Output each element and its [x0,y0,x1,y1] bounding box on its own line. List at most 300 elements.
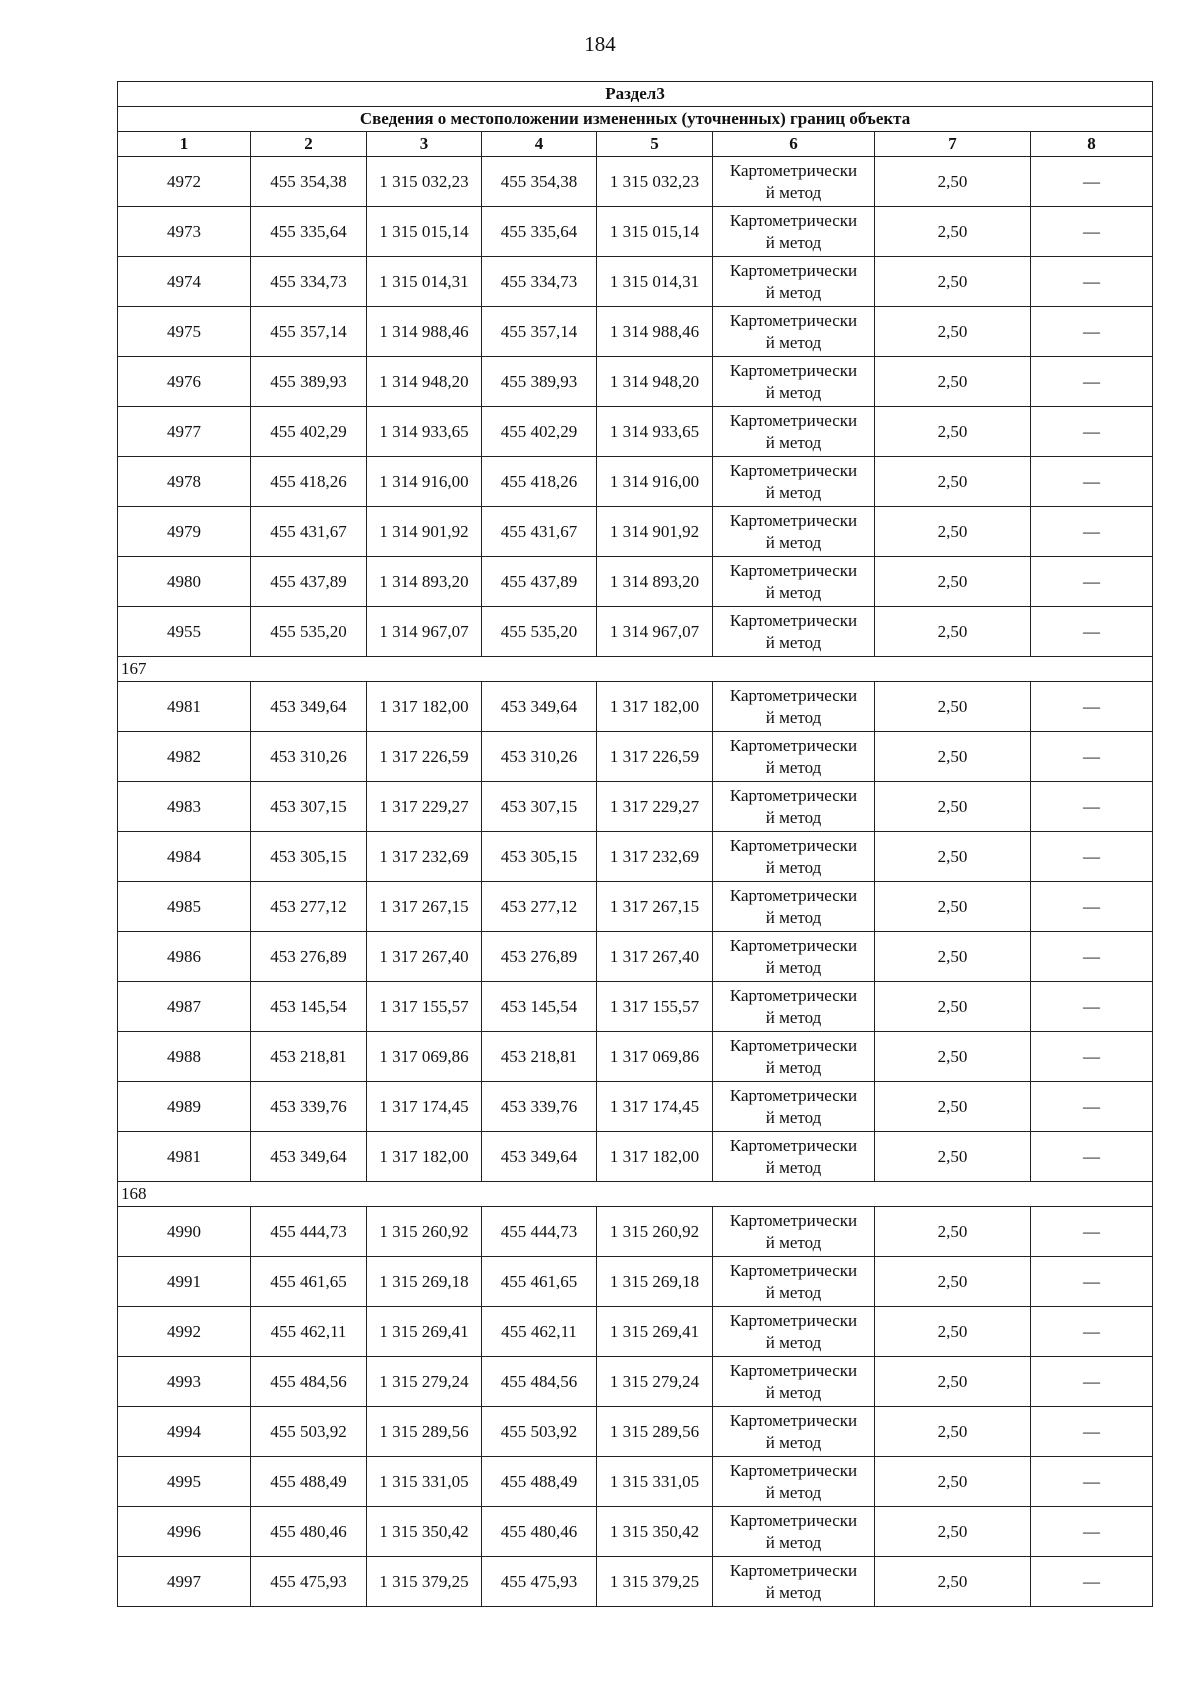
new-y-cell: 1 315 260,92 [597,1207,713,1257]
method-cell [713,207,875,257]
table-row [118,1407,1153,1457]
accuracy-cell: 2,50 [875,407,1031,457]
new-x-cell: 455 535,20 [482,607,597,657]
old-y-cell: 1 317 069,86 [367,1032,482,1082]
column-number: 5 [597,132,713,157]
method-line: Картометрически [729,1360,858,1380]
description-cell: — [1031,607,1153,657]
method-line: Картометрически [729,1510,858,1530]
description-cell: — [1031,1507,1153,1557]
method-cell [713,1357,875,1407]
method-line: Картометрически [729,935,858,955]
new-y-cell: 1 314 893,20 [597,557,713,607]
old-x-cell: 453 349,64 [251,1132,367,1182]
description-cell: — [1031,557,1153,607]
new-x-cell: 455 480,46 [482,1507,597,1557]
method-line: Картометрически [729,310,858,330]
description-cell: — [1031,882,1153,932]
new-y-cell: 1 315 269,41 [597,1307,713,1357]
old-x-cell: 455 488,49 [251,1457,367,1507]
accuracy-cell: 2,50 [875,257,1031,307]
description-cell: — [1031,1557,1153,1607]
old-y-cell: 1 315 350,42 [367,1507,482,1557]
method-cell [713,1207,875,1257]
old-y-cell: 1 315 289,56 [367,1407,482,1457]
new-x-cell: 453 277,12 [482,882,597,932]
accuracy-cell: 2,50 [875,607,1031,657]
table-row [118,357,1153,407]
point-number-cell: 4990 [118,1207,251,1257]
new-y-cell: 1 317 182,00 [597,1132,713,1182]
point-number-cell: 4997 [118,1557,251,1607]
old-x-cell: 453 307,15 [251,782,367,832]
new-x-cell: 455 444,73 [482,1207,597,1257]
new-y-cell: 1 315 269,18 [597,1257,713,1307]
old-y-cell: 1 315 331,05 [367,1457,482,1507]
section-heading-row [118,82,1153,107]
method-cell [713,1557,875,1607]
method-line: Картометрически [729,210,858,230]
new-y-cell: 1 315 014,31 [597,257,713,307]
accuracy-cell: 2,50 [875,932,1031,982]
table-row [118,407,1153,457]
method-cell [713,1407,875,1457]
method-line: Картометрически [729,1035,858,1055]
accuracy-cell: 2,50 [875,732,1031,782]
method-cell [713,1307,875,1357]
description-cell: — [1031,982,1153,1032]
accuracy-cell: 2,50 [875,1307,1031,1357]
new-y-cell: 1 317 267,40 [597,932,713,982]
accuracy-cell: 2,50 [875,1557,1031,1607]
old-y-cell: 1 315 015,14 [367,207,482,257]
new-y-cell: 1 317 232,69 [597,832,713,882]
method-line: й метод [765,532,822,552]
new-x-cell: 455 503,92 [482,1407,597,1457]
old-x-cell: 453 339,76 [251,1082,367,1132]
method-line: Картометрически [729,985,858,1005]
description-cell: — [1031,1357,1153,1407]
old-x-cell: 453 305,15 [251,832,367,882]
accuracy-cell: 2,50 [875,1082,1031,1132]
point-number-cell: 4981 [118,1132,251,1182]
old-y-cell: 1 317 232,69 [367,832,482,882]
method-cell [713,507,875,557]
method-line: Картометрически [729,785,858,805]
old-y-cell: 1 315 260,92 [367,1207,482,1257]
old-x-cell: 455 484,56 [251,1357,367,1407]
page-number: 184 [584,32,616,56]
point-number-cell: 4972 [118,157,251,207]
new-x-cell: 455 462,11 [482,1307,597,1357]
point-number-cell: 4976 [118,357,251,407]
old-y-cell: 1 317 182,00 [367,1132,482,1182]
method-line: Картометрически [729,360,858,380]
new-x-cell: 453 305,15 [482,832,597,882]
method-line: й метод [765,807,822,827]
table-row [118,157,1153,207]
old-x-cell: 455 431,67 [251,507,367,557]
description-cell: — [1031,457,1153,507]
group-row [118,657,1153,682]
table-row [118,1207,1153,1257]
method-line: й метод [765,1007,822,1027]
column-number: 4 [482,132,597,157]
method-line: Картометрически [729,1135,858,1155]
description-cell: — [1031,1257,1153,1307]
new-y-cell: 1 317 226,59 [597,732,713,782]
new-x-cell: 453 145,54 [482,982,597,1032]
column-number: 3 [367,132,482,157]
new-x-cell: 453 349,64 [482,1132,597,1182]
method-line: й метод [765,957,822,977]
method-cell [713,1082,875,1132]
accuracy-cell: 2,50 [875,1132,1031,1182]
method-line: й метод [765,332,822,352]
group-label: 168 [118,1182,1153,1207]
method-line: й метод [765,1157,822,1177]
description-cell: — [1031,1207,1153,1257]
method-cell [713,982,875,1032]
new-y-cell: 1 317 267,15 [597,882,713,932]
new-x-cell: 453 307,15 [482,782,597,832]
accuracy-cell: 2,50 [875,682,1031,732]
new-x-cell: 455 437,89 [482,557,597,607]
new-x-cell: 455 334,73 [482,257,597,307]
table-row [118,732,1153,782]
point-number-cell: 4974 [118,257,251,307]
old-y-cell: 1 314 916,00 [367,457,482,507]
new-y-cell: 1 314 933,65 [597,407,713,457]
point-number-cell: 4984 [118,832,251,882]
accuracy-cell: 2,50 [875,457,1031,507]
method-cell [713,557,875,607]
method-line: Картометрически [729,260,858,280]
new-x-cell: 455 431,67 [482,507,597,557]
table-row [118,307,1153,357]
accuracy-cell: 2,50 [875,782,1031,832]
method-cell [713,357,875,407]
table-row [118,507,1153,557]
method-line: Картометрически [729,1085,858,1105]
table-row [118,932,1153,982]
old-x-cell: 453 349,64 [251,682,367,732]
new-y-cell: 1 315 379,25 [597,1557,713,1607]
new-x-cell: 453 218,81 [482,1032,597,1082]
table-row [118,207,1153,257]
description-cell: — [1031,832,1153,882]
table-title: Сведения о местоположении измененных (уточненных) границ объекта [118,107,1153,132]
new-y-cell: 1 314 967,07 [597,607,713,657]
method-line: Картометрически [729,885,858,905]
method-line: Картометрически [729,610,858,630]
old-y-cell: 1 314 948,20 [367,357,482,407]
old-x-cell: 455 389,93 [251,357,367,407]
old-y-cell: 1 315 269,18 [367,1257,482,1307]
old-x-cell: 455 357,14 [251,307,367,357]
table-row [118,257,1153,307]
table-row [118,1507,1153,1557]
new-x-cell: 453 349,64 [482,682,597,732]
table-row [118,832,1153,882]
point-number-cell: 4985 [118,882,251,932]
point-number-cell: 4994 [118,1407,251,1457]
method-line: й метод [765,582,822,602]
group-label: 167 [118,657,1153,682]
new-y-cell: 1 314 948,20 [597,357,713,407]
method-line: й метод [765,1282,822,1302]
method-cell [713,407,875,457]
new-x-cell: 453 339,76 [482,1082,597,1132]
new-x-cell: 455 402,29 [482,407,597,457]
column-number: 2 [251,132,367,157]
old-x-cell: 453 310,26 [251,732,367,782]
method-line: й метод [765,632,822,652]
point-number-cell: 4986 [118,932,251,982]
description-cell: — [1031,157,1153,207]
method-cell [713,457,875,507]
point-number-cell: 4983 [118,782,251,832]
point-number-cell: 4955 [118,607,251,657]
old-x-cell: 453 276,89 [251,932,367,982]
old-y-cell: 1 317 155,57 [367,982,482,1032]
table-row [118,1457,1153,1507]
new-y-cell: 1 315 331,05 [597,1457,713,1507]
table-row [118,1257,1153,1307]
method-line: Картометрически [729,1460,858,1480]
table-row [118,557,1153,607]
table-row [118,882,1153,932]
point-number-cell: 4992 [118,1307,251,1357]
new-x-cell: 453 276,89 [482,932,597,982]
table-row [118,1357,1153,1407]
accuracy-cell: 2,50 [875,1207,1031,1257]
method-line: й метод [765,907,822,927]
description-cell: — [1031,932,1153,982]
accuracy-cell: 2,50 [875,507,1031,557]
method-line: й метод [765,182,822,202]
description-cell: — [1031,1407,1153,1457]
method-line: й метод [765,1107,822,1127]
point-number-cell: 4995 [118,1457,251,1507]
method-line: Картометрически [729,1310,858,1330]
old-y-cell: 1 314 933,65 [367,407,482,457]
method-cell [713,1132,875,1182]
new-x-cell: 455 484,56 [482,1357,597,1407]
old-y-cell: 1 317 229,27 [367,782,482,832]
accuracy-cell: 2,50 [875,307,1031,357]
method-line: й метод [765,1232,822,1252]
new-x-cell: 453 310,26 [482,732,597,782]
point-number-cell: 4996 [118,1507,251,1557]
old-y-cell: 1 317 267,15 [367,882,482,932]
point-number-cell: 4973 [118,207,251,257]
point-number-cell: 4993 [118,1357,251,1407]
group-row [118,1182,1153,1207]
method-line: й метод [765,707,822,727]
table-row [118,457,1153,507]
column-number: 1 [118,132,251,157]
new-y-cell: 1 315 015,14 [597,207,713,257]
accuracy-cell: 2,50 [875,882,1031,932]
description-cell: — [1031,257,1153,307]
method-line: Картометрически [729,560,858,580]
old-x-cell: 455 444,73 [251,1207,367,1257]
new-x-cell: 455 488,49 [482,1457,597,1507]
old-x-cell: 455 535,20 [251,607,367,657]
accuracy-cell: 2,50 [875,832,1031,882]
method-line: Картометрически [729,410,858,430]
new-x-cell: 455 389,93 [482,357,597,407]
column-number-row [118,132,1153,157]
description-cell: — [1031,1457,1153,1507]
section-title: Раздел3 [118,82,1153,107]
table-title-row [118,107,1153,132]
method-line: й метод [765,382,822,402]
column-number: 8 [1031,132,1153,157]
method-line: й метод [765,1382,822,1402]
accuracy-cell: 2,50 [875,157,1031,207]
point-number-cell: 4977 [118,407,251,457]
method-cell [713,682,875,732]
description-cell: — [1031,407,1153,457]
old-x-cell: 455 475,93 [251,1557,367,1607]
method-cell [713,257,875,307]
method-line: Картометрически [729,1210,858,1230]
description-cell: — [1031,1032,1153,1082]
new-y-cell: 1 317 155,57 [597,982,713,1032]
old-x-cell: 453 218,81 [251,1032,367,1082]
point-number-cell: 4979 [118,507,251,557]
old-y-cell: 1 314 901,92 [367,507,482,557]
old-y-cell: 1 314 893,20 [367,557,482,607]
method-line: й метод [765,1482,822,1502]
accuracy-cell: 2,50 [875,1257,1031,1307]
old-x-cell: 455 354,38 [251,157,367,207]
method-line: Картометрически [729,735,858,755]
accuracy-cell: 2,50 [875,1407,1031,1457]
new-y-cell: 1 317 069,86 [597,1032,713,1082]
old-y-cell: 1 317 267,40 [367,932,482,982]
old-y-cell: 1 317 182,00 [367,682,482,732]
point-number-cell: 4991 [118,1257,251,1307]
new-x-cell: 455 335,64 [482,207,597,257]
point-number-cell: 4975 [118,307,251,357]
accuracy-cell: 2,50 [875,1507,1031,1557]
method-cell [713,882,875,932]
new-y-cell: 1 314 988,46 [597,307,713,357]
description-cell: — [1031,357,1153,407]
old-x-cell: 455 503,92 [251,1407,367,1457]
table-row [118,607,1153,657]
point-number-cell: 4978 [118,457,251,507]
old-x-cell: 453 145,54 [251,982,367,1032]
table-row [118,1032,1153,1082]
new-y-cell: 1 314 916,00 [597,457,713,507]
new-x-cell: 455 418,26 [482,457,597,507]
method-line: Картометрически [729,685,858,705]
old-y-cell: 1 315 014,31 [367,257,482,307]
accuracy-cell: 2,50 [875,357,1031,407]
method-cell [713,1507,875,1557]
method-line: й метод [765,232,822,252]
description-cell: — [1031,307,1153,357]
new-y-cell: 1 315 279,24 [597,1357,713,1407]
new-y-cell: 1 315 350,42 [597,1507,713,1557]
method-cell [713,782,875,832]
old-y-cell: 1 315 379,25 [367,1557,482,1607]
method-line: й метод [765,432,822,452]
boundary-table [117,81,1153,1607]
method-line: Картометрически [729,1560,858,1580]
method-cell [713,1032,875,1082]
table-row [118,782,1153,832]
table-row [118,982,1153,1032]
method-line: й метод [765,282,822,302]
description-cell: — [1031,507,1153,557]
method-line: Картометрически [729,510,858,530]
new-y-cell: 1 317 174,45 [597,1082,713,1132]
old-x-cell: 453 277,12 [251,882,367,932]
description-cell: — [1031,732,1153,782]
method-line: Картометрически [729,1410,858,1430]
method-line: й метод [765,1582,822,1602]
method-line: Картометрически [729,835,858,855]
description-cell: — [1031,1307,1153,1357]
accuracy-cell: 2,50 [875,1032,1031,1082]
old-y-cell: 1 315 032,23 [367,157,482,207]
method-line: Картометрически [729,160,858,180]
table-row [118,1307,1153,1357]
point-number-cell: 4982 [118,732,251,782]
old-x-cell: 455 335,64 [251,207,367,257]
method-cell [713,932,875,982]
column-number: 6 [713,132,875,157]
method-line: й метод [765,1332,822,1352]
old-y-cell: 1 317 174,45 [367,1082,482,1132]
old-x-cell: 455 461,65 [251,1257,367,1307]
accuracy-cell: 2,50 [875,982,1031,1032]
accuracy-cell: 2,50 [875,1457,1031,1507]
method-cell [713,157,875,207]
point-number-cell: 4981 [118,682,251,732]
old-x-cell: 455 462,11 [251,1307,367,1357]
method-cell [713,832,875,882]
old-y-cell: 1 317 226,59 [367,732,482,782]
point-number-cell: 4987 [118,982,251,1032]
new-y-cell: 1 317 182,00 [597,682,713,732]
old-x-cell: 455 480,46 [251,1507,367,1557]
old-x-cell: 455 334,73 [251,257,367,307]
method-line: й метод [765,482,822,502]
old-y-cell: 1 315 269,41 [367,1307,482,1357]
method-line: Картометрически [729,1260,858,1280]
method-line: й метод [765,857,822,877]
new-x-cell: 455 475,93 [482,1557,597,1607]
method-cell [713,607,875,657]
new-x-cell: 455 354,38 [482,157,597,207]
old-y-cell: 1 315 279,24 [367,1357,482,1407]
new-y-cell: 1 317 229,27 [597,782,713,832]
method-line: й метод [765,1532,822,1552]
method-cell [713,1457,875,1507]
method-line: й метод [765,1057,822,1077]
table-body [118,82,1153,1607]
old-x-cell: 455 402,29 [251,407,367,457]
table-row [118,1082,1153,1132]
point-number-cell: 4988 [118,1032,251,1082]
table-row [118,682,1153,732]
